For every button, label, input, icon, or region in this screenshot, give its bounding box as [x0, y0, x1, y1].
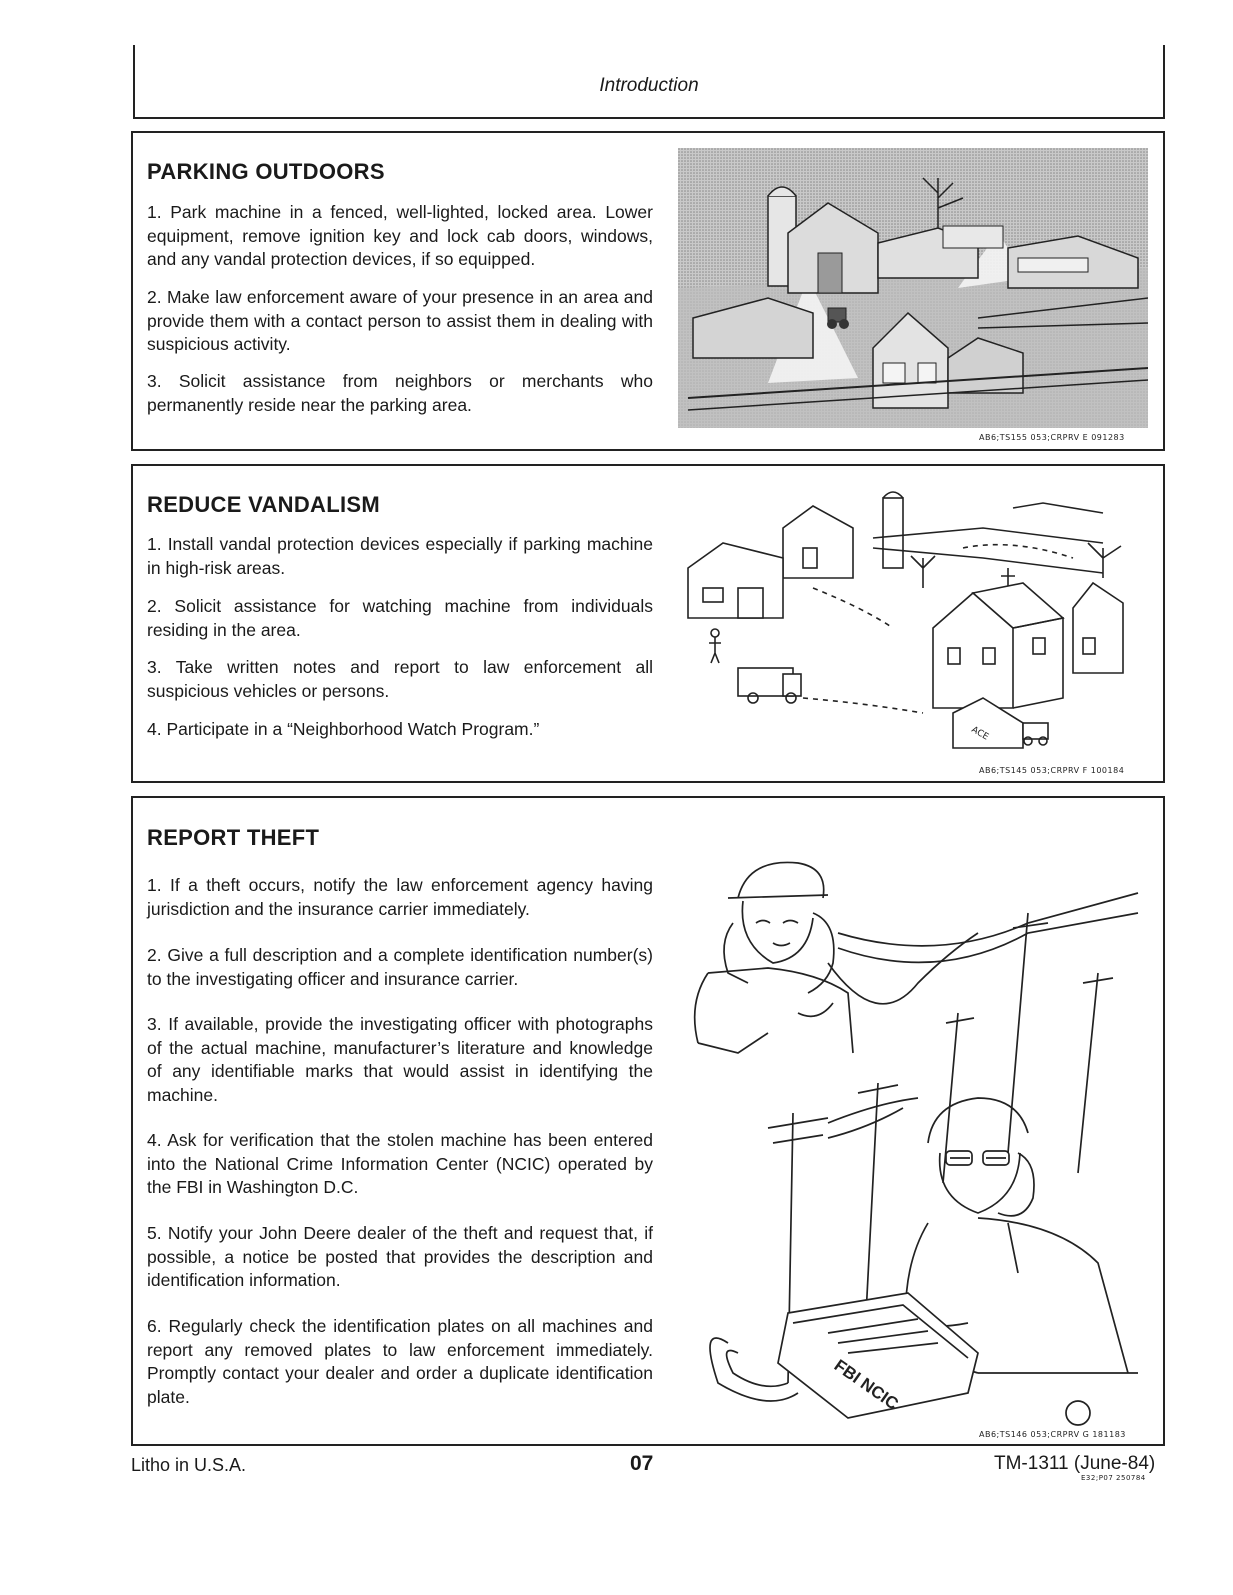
- list-item: 1. If a theft occurs, notify the law enforcement agency having jurisdiction and the insurance carrier immediately.: [147, 875, 653, 919]
- list-item: 4. Ask for verification that the stolen machine has been entered into the National Crime Information Center (NCIC) operated by the FBI in Washington D.C.: [147, 1130, 653, 1197]
- page-number: 07: [630, 1452, 654, 1475]
- farm-illustration: [678, 148, 1148, 428]
- list-item: 4. Participate in a “Neighborhood Watch Program.”: [147, 719, 540, 739]
- list-item: 2. Solicit assistance for watching machine from individuals residing in the area.: [147, 596, 653, 640]
- store-sign-label: ACE: [969, 724, 991, 743]
- footer-code: E32;P07 250784: [1081, 1474, 1146, 1482]
- phone-call-illustration: [678, 853, 1148, 1428]
- section-title: REDUCE VANDALISM: [147, 492, 380, 517]
- list-item: 3. If available, provide the investigating officer with photographs of the actual machine, manufacturer’s literature and knowledge of any identifiable marks that would assist in identifying the machine.: [147, 1014, 653, 1105]
- footer-manual-id: TM-1311 (June-84): [994, 1453, 1156, 1474]
- footer-litho: Litho in U.S.A.: [131, 1455, 247, 1475]
- list-item: 3. Solicit assistance from neighbors or merchants who permanently reside near the parking area.: [147, 371, 653, 415]
- list-item: 2. Give a full description and a complete identification number(s) to the investigating officer and insurance carrier.: [147, 945, 653, 989]
- section-report-theft: [131, 796, 1165, 1446]
- section-title: PARKING OUTDOORS: [147, 159, 385, 184]
- neighborhood-illustration: [683, 488, 1143, 758]
- list-item: 6. Regularly check the identification plates on all machines and report any removed plates to law enforcement immediately. Promptly contact your dealer and order a duplicate identification plate.: [147, 1316, 653, 1407]
- section-reduce-vandalism: [131, 464, 1165, 783]
- list-item: 1. Park machine in a fenced, well-lighted, locked area. Lower equipment, remove ignition key and lock cab doors, windows, and any vandal protection devices, if so equipped.: [147, 202, 653, 269]
- list-item: 1. Install vandal protection devices especially if parking machine in high-risk areas.: [147, 534, 653, 578]
- list-item: 2. Make law enforcement aware of your presence in an area and provide them with a contact person to assist them in dealing with suspicious activity.: [147, 287, 653, 354]
- section-parking-outdoors: [131, 131, 1165, 451]
- page-header: [133, 45, 1165, 119]
- list-item: 5. Notify your John Deere dealer of the theft and request that, if possible, a notice be posted that provides the description and identification information.: [147, 1223, 653, 1290]
- figure-code: AB6;TS146 053;CRPRV G 181183: [979, 1430, 1126, 1439]
- page-header-title: Introduction: [599, 75, 699, 96]
- list-item: 3. Take written notes and report to law enforcement all suspicious vehicles or persons.: [147, 657, 653, 701]
- telex-label: FBI NCIC: [830, 1355, 902, 1414]
- section-title: REPORT THEFT: [147, 825, 320, 850]
- figure-code: AB6;TS155 053;CRPRV E 091283: [979, 433, 1125, 442]
- figure-code: AB6;TS145 053;CRPRV F 100184: [979, 766, 1125, 775]
